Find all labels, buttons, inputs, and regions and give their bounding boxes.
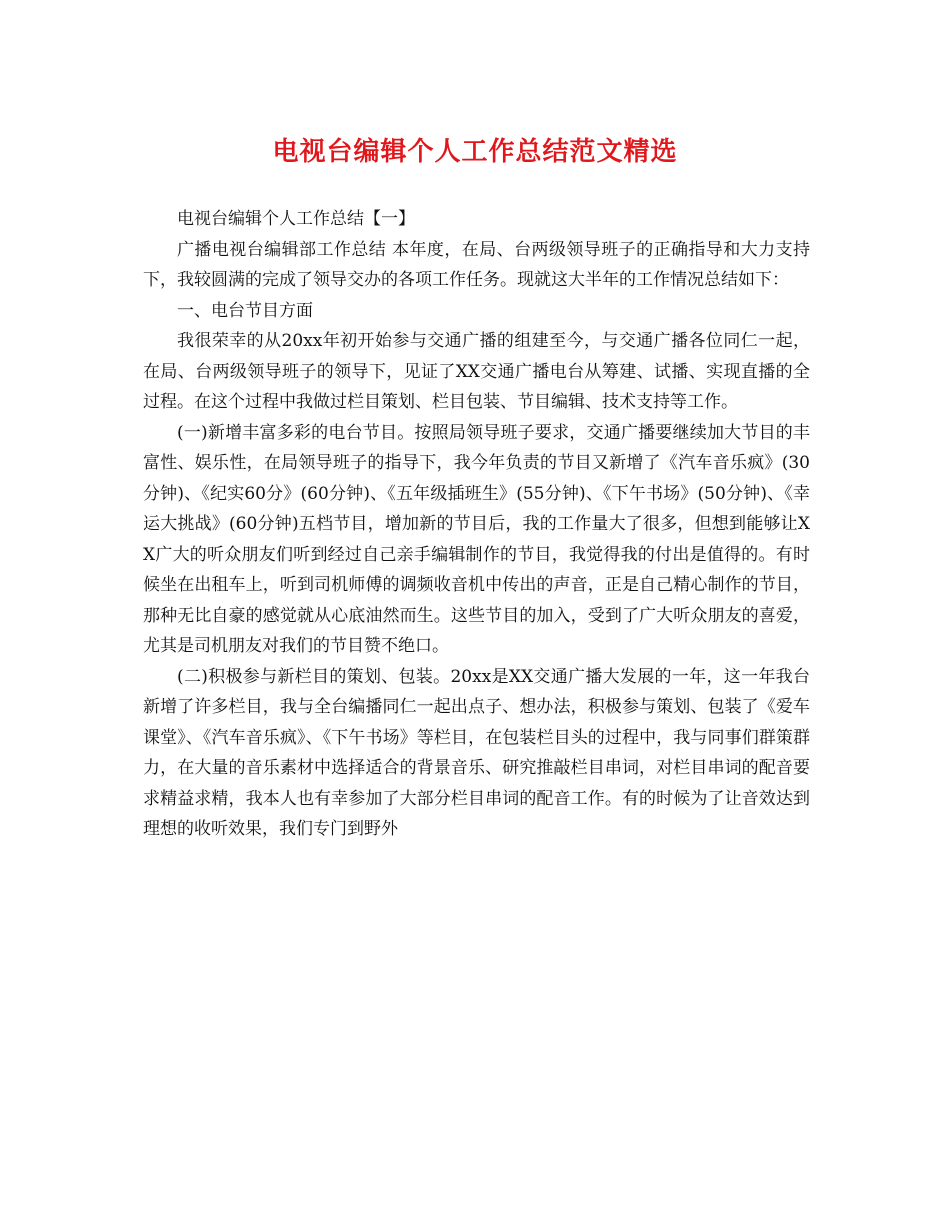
paragraph-participation: 我很荣幸的从20xx年初开始参与交通广播的组建至今，与交通广播各位同仁一起，在局、台两级领导班子的领导下，见证了XX交通广播电台从筹建、试播、实现直播的全过程。在这个过程中我做过栏目策划、栏目包装、节目编辑、技术支持等工作。: [143, 331, 810, 412]
document-title: 电视台编辑个人工作总结范文精选: [272, 137, 678, 167]
paragraph-new-programs: (一)新增丰富多彩的电台节目。按照局领导班子要求，交通广播要继续加大节目的丰富性、娱乐性，在局领导班子的指导下，我今年负责的节目又新增了《汽车音乐疯》(30分钟)、《纪实60分》(60分钟)、《五年级插班生》(55分钟)、《下午书场》(50分钟)、《幸运大挑战》(60分钟)五档节目，增加新的节目后，我的工作量大了很多，但想到能够让XX广大的听众朋友们听到经过自己亲手编辑制作的节目，我觉得我的付出是值得的。有时候坐在出租车上，听到司机师傅的调频收音机中传出的声音，正是自己精心制作的节目，那种无比自豪的感觉就从心底油然而生。这些节目的加入，受到了广大听众朋友的喜爱，尤其是司机朋友对我们的节目赞不绝口。: [143, 422, 810, 656]
intro-paragraph: 广播电视台编辑部工作总结 本年度，在局、台两级领导班子的正确指导和大力支持下，我较圆满的完成了领导交办的各项工作任务。现就这大半年的工作情况总结如下：: [143, 239, 810, 290]
document-body: [143, 204, 810, 845]
section-heading-radio-programs: 一、电台节目方面: [177, 300, 313, 321]
section-heading-one: 电视台编辑个人工作总结【一】: [177, 209, 415, 229]
paragraph-new-columns: (二)积极参与新栏目的策划、包装。20xx是XX交通广播大发展的一年，这一年我台新增了许多栏目，我与全台编播同仁一起出点子、想办法，积极参与策划、包装了《爱车课堂》、《汽车音乐疯》、《下午书场》等栏目，在包装栏目头的过程中，我与同事们群策群力，在大量的音乐素材中选择适合的背景音乐、研究推敲栏目串词，对栏目串词的配音要求精益求精，我本人也有幸参加了大部分栏目串词的配音工作。有的时候为了让音效达到理想的收听效果，我们专门到野外: [143, 666, 810, 839]
